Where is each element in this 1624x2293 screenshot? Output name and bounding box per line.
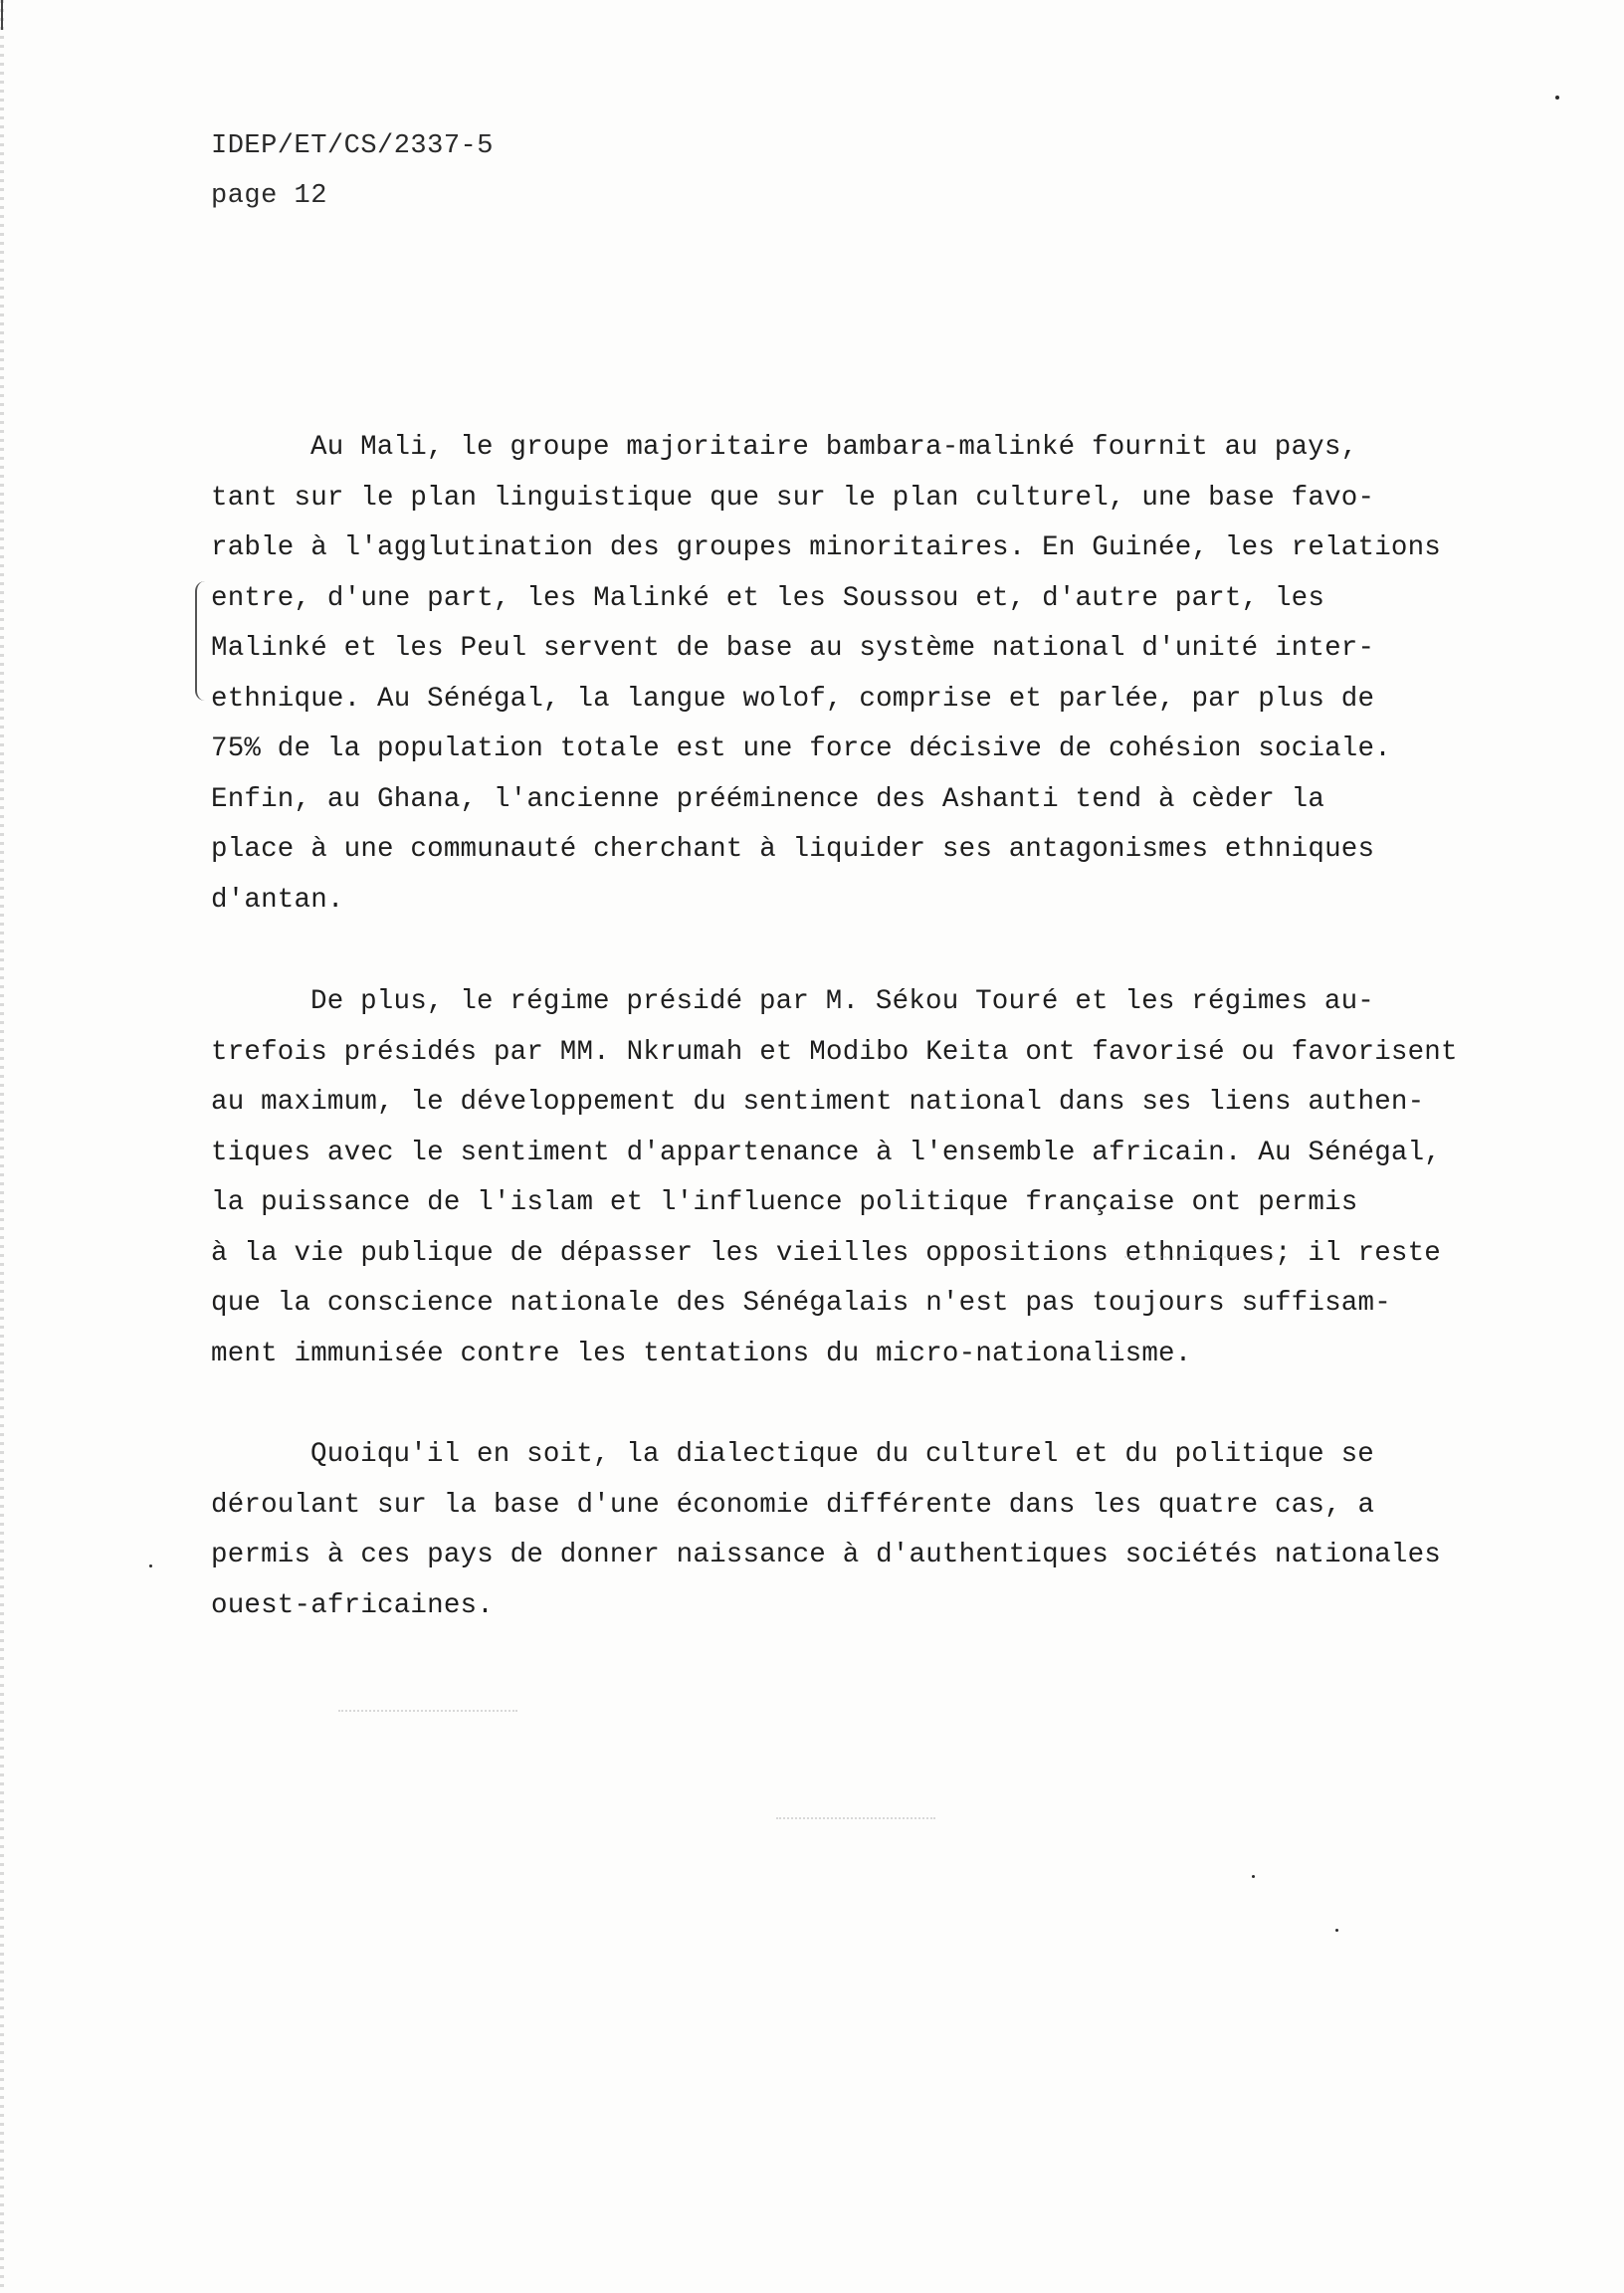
paragraph-3 [211, 1430, 1534, 1631]
paragraph-line: trefois présidés par MM. Nkrumah et Modibo Keita ont favorisé ou favorisent [211, 1036, 1458, 1068]
paragraph-line: ouest-africaines. [211, 1589, 494, 1621]
paragraph-line: place à une communauté cherchant à liquider ses antagonismes ethniques [211, 834, 1375, 865]
paragraph-line: tant sur le plan linguistique que sur le plan culturel, une base favo- [211, 482, 1375, 514]
scan-edge-shadow [1, 0, 3, 30]
scan-speck [1335, 1929, 1338, 1932]
paragraph-line: permis à ces pays de donner naissance à d'authentiques sociétés nationales [211, 1540, 1441, 1570]
scan-noise [776, 1817, 935, 1821]
scan-speck [1252, 1875, 1255, 1878]
scan-speck [1555, 96, 1559, 100]
paragraph-line: déroulant sur la base d'une économie différente dans les quatre cas, a [211, 1489, 1375, 1521]
scan-noise [338, 1710, 517, 1714]
paragraph-line: ment immunisée contre les tentations du micro-nationalisme. [211, 1338, 1192, 1369]
paragraph-line: Malinké et les Peul servent de base au système national d'unité inter- [211, 633, 1375, 664]
document-reference: IDEP/ET/CS/2337-5 [211, 131, 494, 161]
document-header [211, 121, 494, 221]
paragraph-line: au maximum, le développement du sentiment national dans ses liens authen- [211, 1087, 1425, 1118]
paragraph-line: Quoiqu'il en soit, la dialectique du culturel et du politique se [310, 1439, 1374, 1470]
paragraph-1 [211, 423, 1534, 926]
paragraph-line: ethnique. Au Sénégal, la langue wolof, comprise et parlée, par plus de [211, 683, 1375, 715]
paragraph-line: 75% de la population totale est une force décisive de cohésion sociale. [211, 733, 1391, 764]
paragraph-line: que la conscience nationale des Sénégalais n'est pas toujours suffisam- [211, 1288, 1391, 1319]
scan-noise [1124, 1256, 1274, 1260]
page-number: page 12 [211, 181, 327, 211]
paragraph-line: rable à l'agglutination des groupes minoritaires. En Guinée, les relations [211, 532, 1441, 563]
paragraph-line: tiques avec le sentiment d'appartenance à l'ensemble africain. Au Sénégal, [211, 1137, 1441, 1168]
scan-speck [149, 1564, 152, 1567]
paragraph-line: d'antan. [211, 884, 344, 916]
paragraph-line: De plus, le régime présidé par M. Sékou Touré et les régimes au- [310, 986, 1374, 1017]
scan-edge-mark [0, 0, 4, 2293]
paragraph-line: entre, d'une part, les Malinké et les Soussou et, d'autre part, les [211, 582, 1325, 614]
paragraph-line: Au Mali, le groupe majoritaire bambara-malinké fournit au pays, [310, 432, 1358, 463]
margin-bracket-mark [195, 581, 207, 701]
paragraph-2 [211, 977, 1534, 1379]
paragraph-line: Enfin, au Ghana, l'ancienne prééminence des Ashanti tend à cèder la [211, 783, 1325, 815]
paragraph-line: la puissance de l'islam et l'influence politique française ont permis [211, 1187, 1358, 1218]
paragraph-line: à la vie publique de dépasser les vieilles oppositions ethniques; il reste [211, 1237, 1441, 1269]
